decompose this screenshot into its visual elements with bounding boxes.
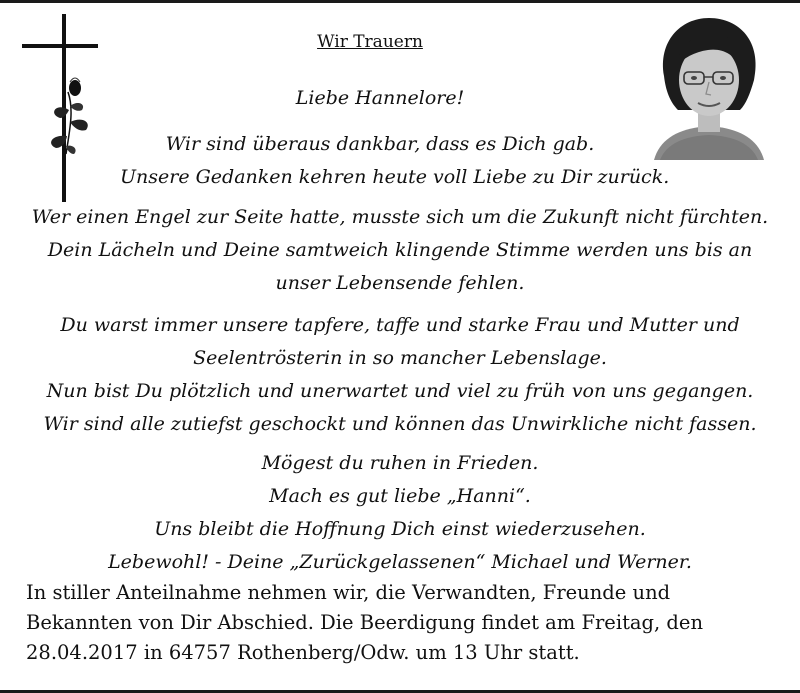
- greeting-line: Liebe Hannelore!: [295, 87, 465, 109]
- stanza-line: Dein Lächeln und Deine samtweich klingende Stimme werden uns bis an: [47, 239, 753, 261]
- stanza-3: [0, 309, 800, 441]
- stanza-4: [0, 447, 800, 579]
- stanza-line: Uns bleibt die Hoffnung Dich einst wiederzusehen.: [154, 518, 646, 540]
- stanza-line: Mach es gut liebe „Hanni“.: [269, 485, 531, 507]
- top-border: [0, 0, 800, 3]
- closing-line: 28.04.2017 in 64757 Rothenberg/Odw. um 13 Uhr statt.: [26, 641, 580, 664]
- stanza-2: [0, 201, 800, 300]
- closing-paragraph: [26, 578, 786, 668]
- stanza-1: [120, 128, 670, 194]
- stanza-line: Wir sind überaus dankbar, dass es Dich gab.: [165, 133, 595, 155]
- greeting: [130, 82, 630, 115]
- stanza-line: unser Lebensende fehlen.: [275, 272, 525, 294]
- stanza-line: Nun bist Du plötzlich und unerwartet und viel zu früh von uns gegangen.: [46, 380, 754, 402]
- cross-with-rose-icon: [20, 14, 100, 204]
- stanza-line: Unsere Gedanken kehren heute voll Liebe zu Dir zurück.: [120, 166, 670, 188]
- stanza-line: Seelentrösterin in so mancher Lebenslage.: [193, 347, 607, 369]
- stanza-line: Wer einen Engel zur Seite hatte, musste sich um die Zukunft nicht fürchten.: [31, 206, 769, 228]
- portrait-photo: [650, 14, 768, 160]
- stanza-line: Lebewohl! - Deine „Zurückgelassenen“ Michael und Werner.: [108, 551, 692, 573]
- closing-line: Bekannten von Dir Abschied. Die Beerdigung findet am Freitag, den: [26, 611, 704, 634]
- stanza-line: Wir sind alle zutiefst geschockt und können das Unwirkliche nicht fassen.: [43, 413, 757, 435]
- stanza-line: Du warst immer unsere tapfere, taffe und starke Frau und Mutter und: [60, 314, 740, 336]
- stanza-line: Mögest du ruhen in Frieden.: [261, 452, 539, 474]
- closing-line: In stiller Anteilnahme nehmen wir, die Verwandten, Freunde und: [26, 581, 671, 604]
- heading: Wir Trauern: [317, 32, 423, 52]
